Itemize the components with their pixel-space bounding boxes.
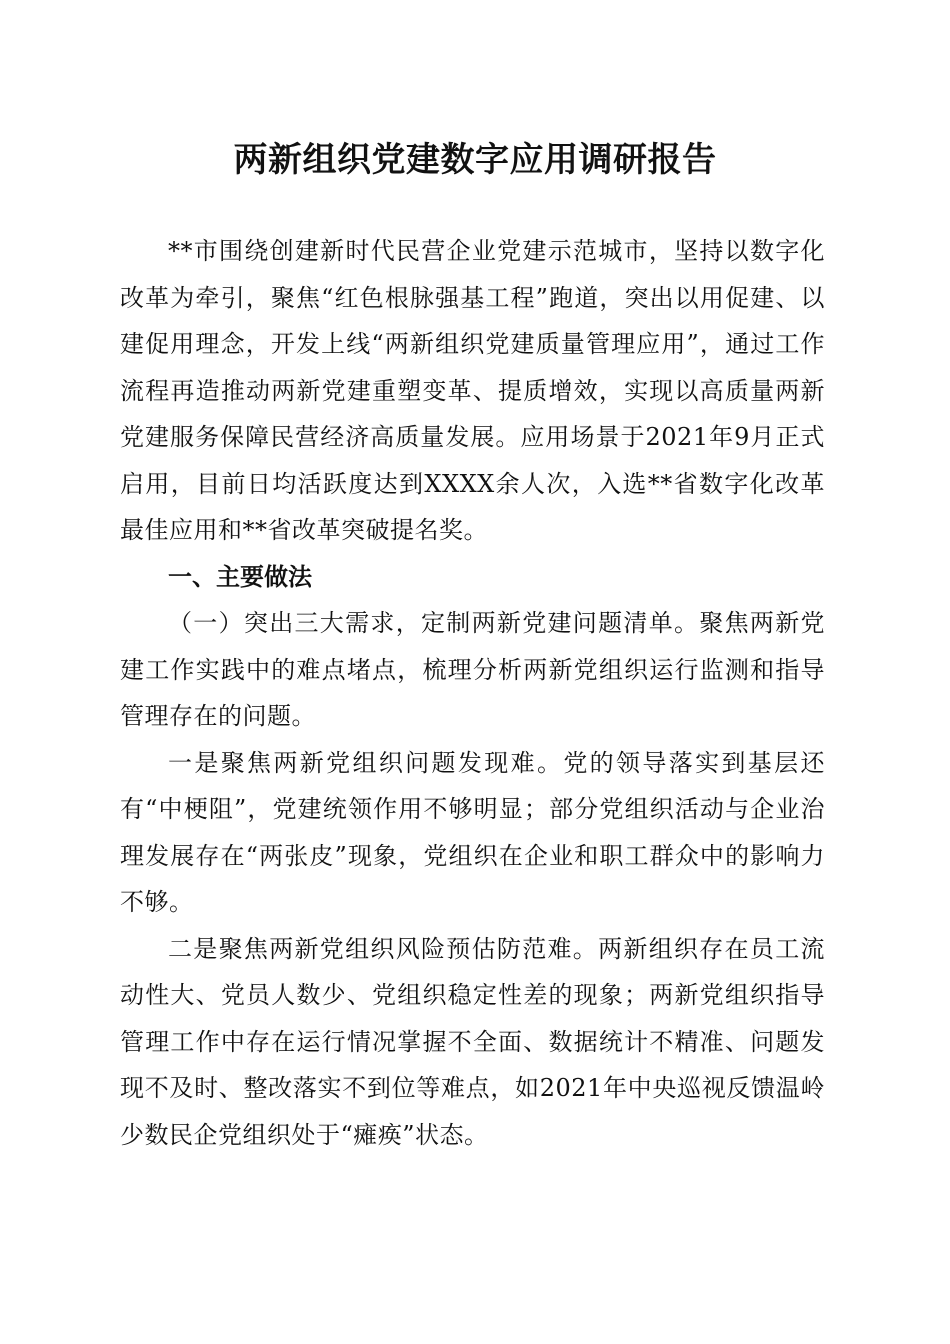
point-2-text: 两新组织存在员工流动性大、党员人数少、党组织稳定性差的现象；两新党组织指导管理工作中存在运行情况掌握不全面、数据统计不精准、问题发现不及时、整改落实不到位等难点，如2021年中央巡视反馈温岭少数民企党组织处于“瘫痪”状态。 [120,934,826,1149]
point-1-lead: 一是聚焦两新党组织问题发现难。 [168,748,564,777]
point-2-lead: 二是聚焦两新党组织风险预估防范难。 [168,934,599,963]
point-1-text: 党的领导落实到基层还有“中梗阻”，党建统领作用不够明显；部分党组织活动与企业治理发展存在“两张皮”现象，党组织在企业和职工群众中的影响力不够。 [120,748,825,916]
document-title: 两新组织党建数字应用调研报告 [233,140,717,180]
point-1-paragraph [120,740,825,926]
point-2-paragraph [120,926,825,1159]
document-body [120,228,825,1158]
subsection-1-text: 聚焦两新党建工作实践中的难点堵点，梳理分析两新党组织运行监测和指导管理存在的问题。 [120,609,826,730]
subsection-1-paragraph [120,600,825,740]
subsection-1-lead: （一）突出三大需求，定制两新党建问题清单。 [168,609,700,637]
intro-paragraph: **市围绕创建新时代民营企业党建示范城市，坚持以数字化改革为牵引，聚焦“红色根脉强基工程”跑道，突出以用促建、以建促用理念，开发上线“两新组织党建质量管理应用”，通过工作流程再造推动两新党建重塑变革、提质增效，实现以高质量两新党建服务保障民营经济高质量发展。应用场景于2021年9月正式启用，目前日均活跃度达到XXXX余人次，入选**省数字化改革最佳应用和**省改革突破提名奖。 [120,237,825,544]
section-heading-main-practices: 一、主要做法 [168,562,312,591]
